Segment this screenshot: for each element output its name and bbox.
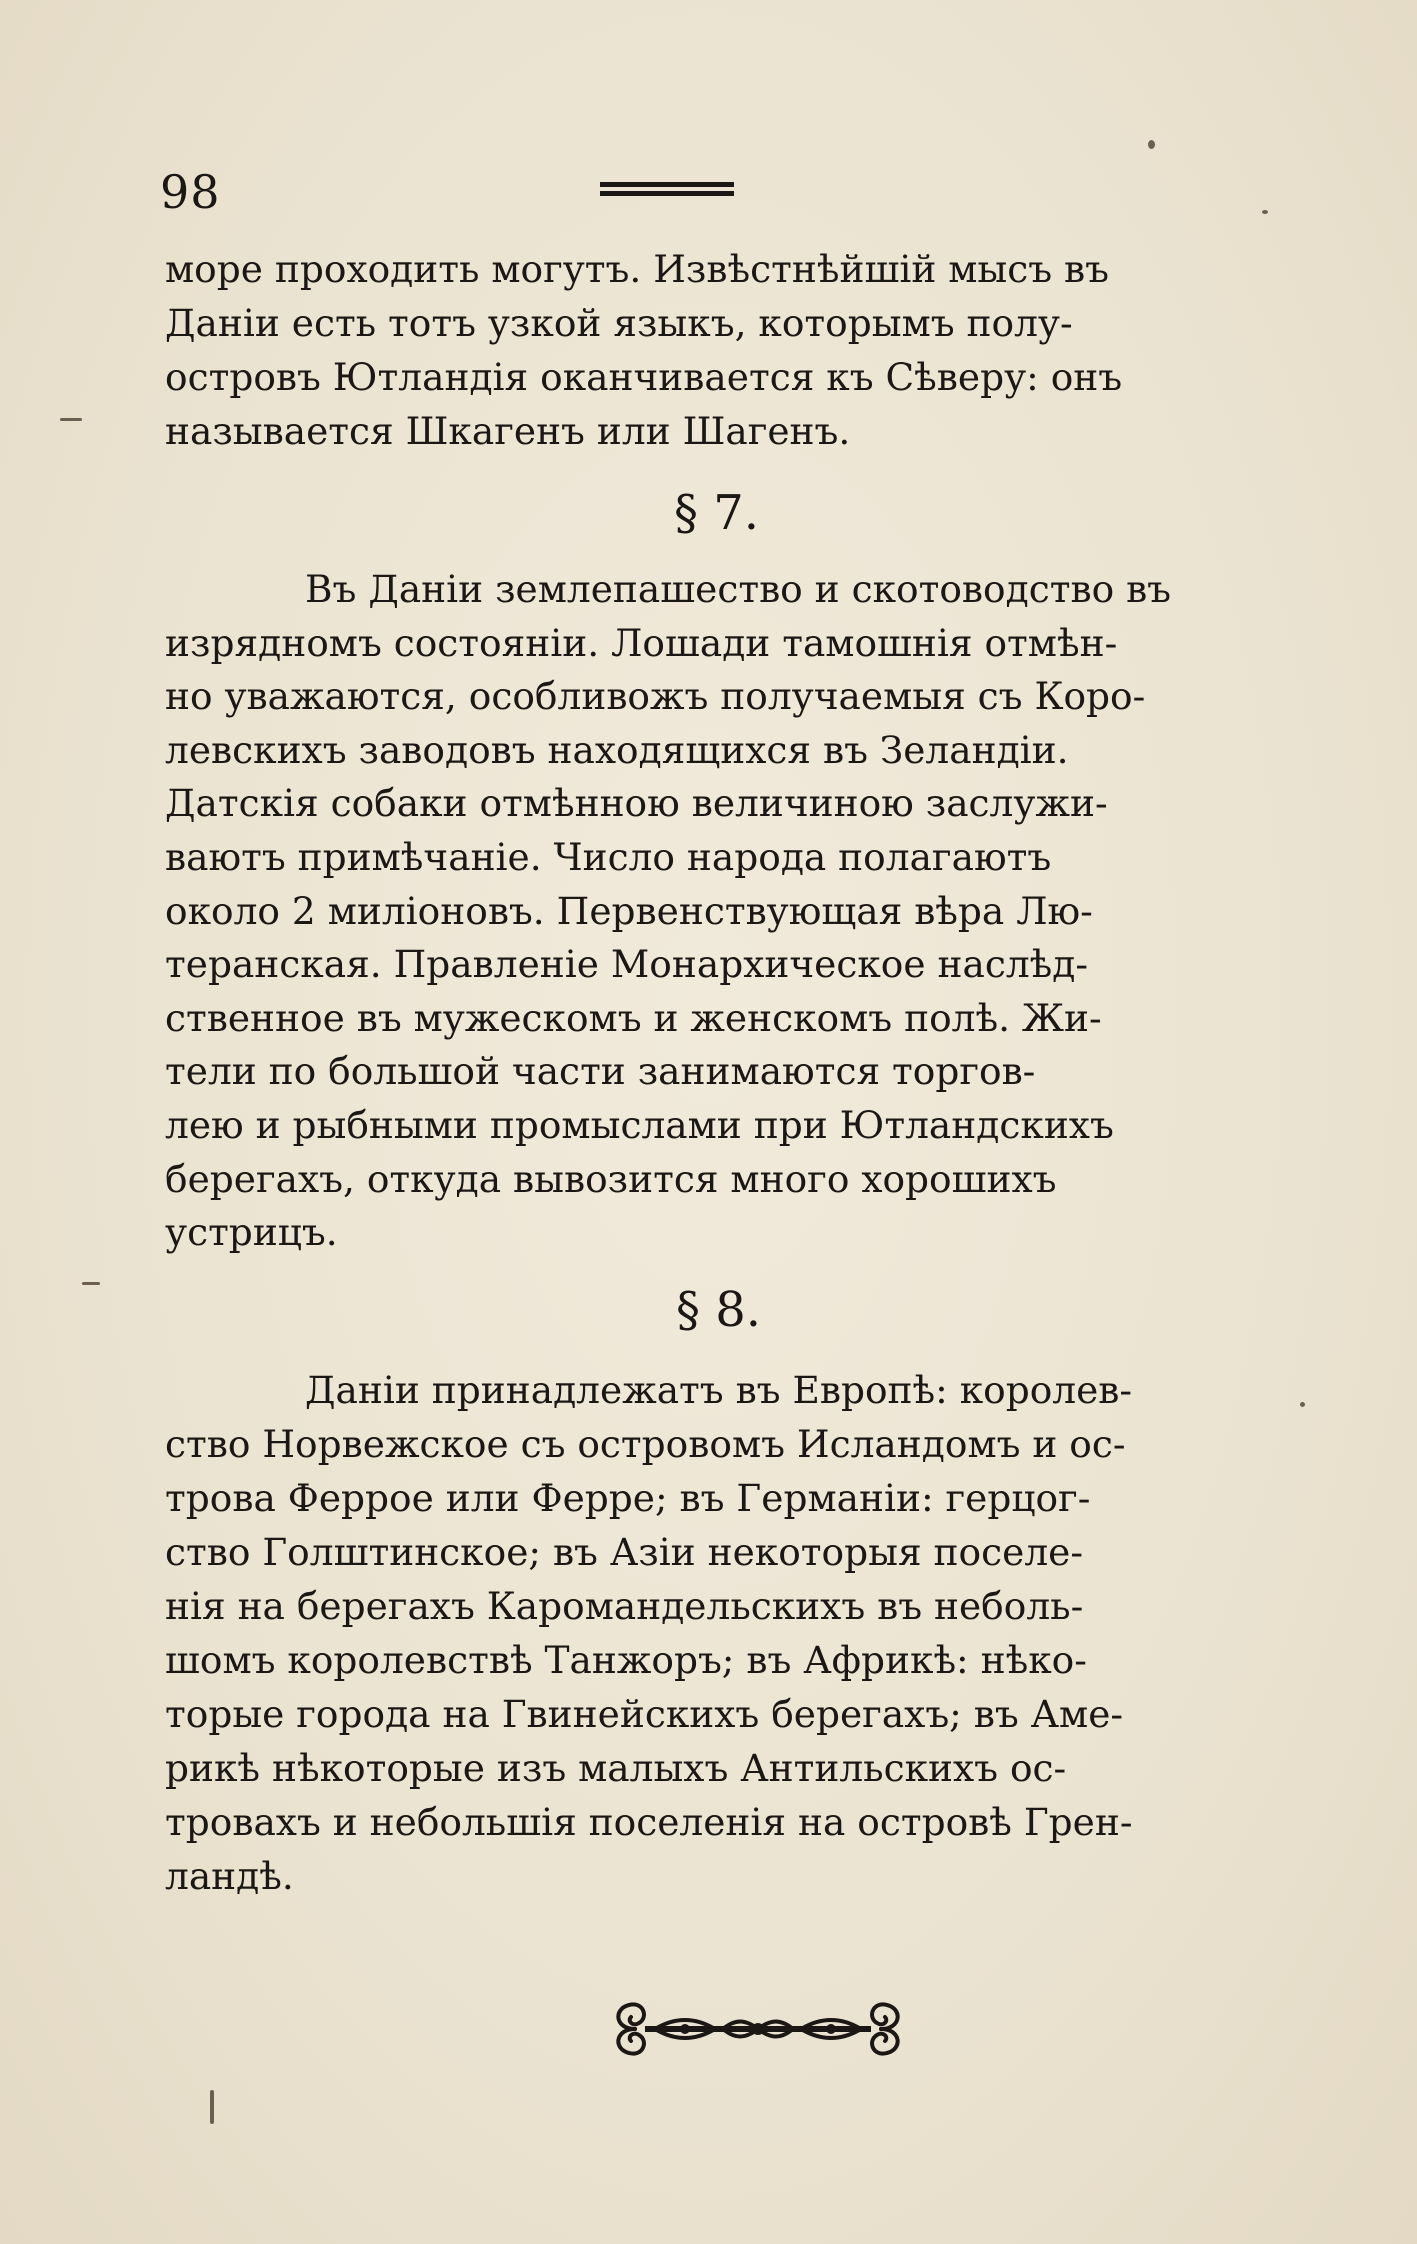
text-line: островъ Ютландiя оканчивается къ Сѣверу: онъ: [165, 355, 1123, 399]
text-line: около 2 милiоновъ. Первенствующая вѣра Лю-: [165, 888, 1093, 933]
text-line: но уважаются, особливожъ получаемыя съ Коро-: [165, 674, 1146, 719]
text-line: ственное въ мужескомъ и женскомъ полѣ. Жи-: [165, 995, 1102, 1040]
header-rule-line-top: [600, 182, 734, 187]
text-line: левскихъ заводовъ находящихся въ Зеландiи.: [165, 727, 1069, 772]
page-number: 98: [160, 165, 221, 219]
paper-speck: [1148, 140, 1155, 149]
text-line: Датскiя собаки отмѣнною величиною заслужи-: [165, 781, 1108, 826]
text-line: тровахъ и небольшiя поселенiя на островѣ Грен-: [165, 1800, 1133, 1844]
text-line: море проходить могутъ. Извѣстнѣйшiй мысъ въ: [165, 247, 1110, 291]
text-line: рикѣ нѣкоторые изъ малыхъ Антильскихъ ос-: [165, 1746, 1067, 1790]
paper-speck: [82, 1282, 100, 1285]
paper-speck: [1300, 1402, 1305, 1407]
top-paragraph: [165, 242, 1285, 458]
text-line: изрядномъ состоянiи. Лошади тамошнiя отмѣн-: [165, 620, 1118, 665]
section-7-heading: § 7.: [673, 485, 760, 541]
paper-speck: [210, 2090, 214, 2124]
text-line: ваютъ примѣчанiе. Число народа полагаютъ: [165, 834, 1052, 879]
text-line: лею и рыбными промыслами при Ютландскихъ: [165, 1102, 1114, 1147]
text-line: тели по большой части занимаются торгов-: [165, 1049, 1036, 1094]
text-line: Данiи есть тотъ узкой языкъ, которымъ полу-: [165, 301, 1073, 345]
text-line: нiя на берегахъ Каромандельскихъ въ неболь-: [165, 1584, 1084, 1628]
text-line: ство Норвежское съ островомъ Исландомъ и ос-: [165, 1422, 1126, 1466]
text-line: теранская. Правленiе Монархическое наслѣд-: [165, 942, 1089, 987]
text-line: торые города на Гвинейскихъ берегахъ; въ Аме-: [165, 1692, 1124, 1736]
text-line: устрицъ.: [165, 1210, 338, 1255]
paper-speck: [1262, 210, 1268, 214]
section-7-paragraph: [165, 563, 1285, 1260]
paper-speck: [60, 418, 82, 421]
ornament-tailpiece-icon: [605, 1995, 911, 2063]
header-rule: [600, 182, 734, 197]
text-line: Данiи принадлежатъ въ Европѣ: королев-: [305, 1368, 1133, 1412]
text-line: Въ Данiи землепашество и скотоводство въ: [305, 567, 1172, 611]
text-line: ство Голштинское; въ Азiи некоторыя поселе-: [165, 1530, 1083, 1574]
page-header: [160, 162, 1300, 222]
text-line: шомъ королевствѣ Танжоръ; въ Африкѣ: нѣко-: [165, 1638, 1087, 1682]
text-line: трова Ферроe или Ферре; въ Германiи: герцог-: [165, 1476, 1091, 1520]
text-line: называется Шкагенъ или Шагенъ.: [165, 409, 851, 453]
header-rule-line-bottom: [600, 191, 734, 196]
text-line: берегахъ, откуда вывозится много хорошихъ: [165, 1156, 1057, 1201]
section-8-paragraph: [165, 1363, 1285, 1903]
text-line: ландѣ.: [165, 1854, 294, 1898]
section-8-heading: § 8.: [675, 1282, 762, 1338]
